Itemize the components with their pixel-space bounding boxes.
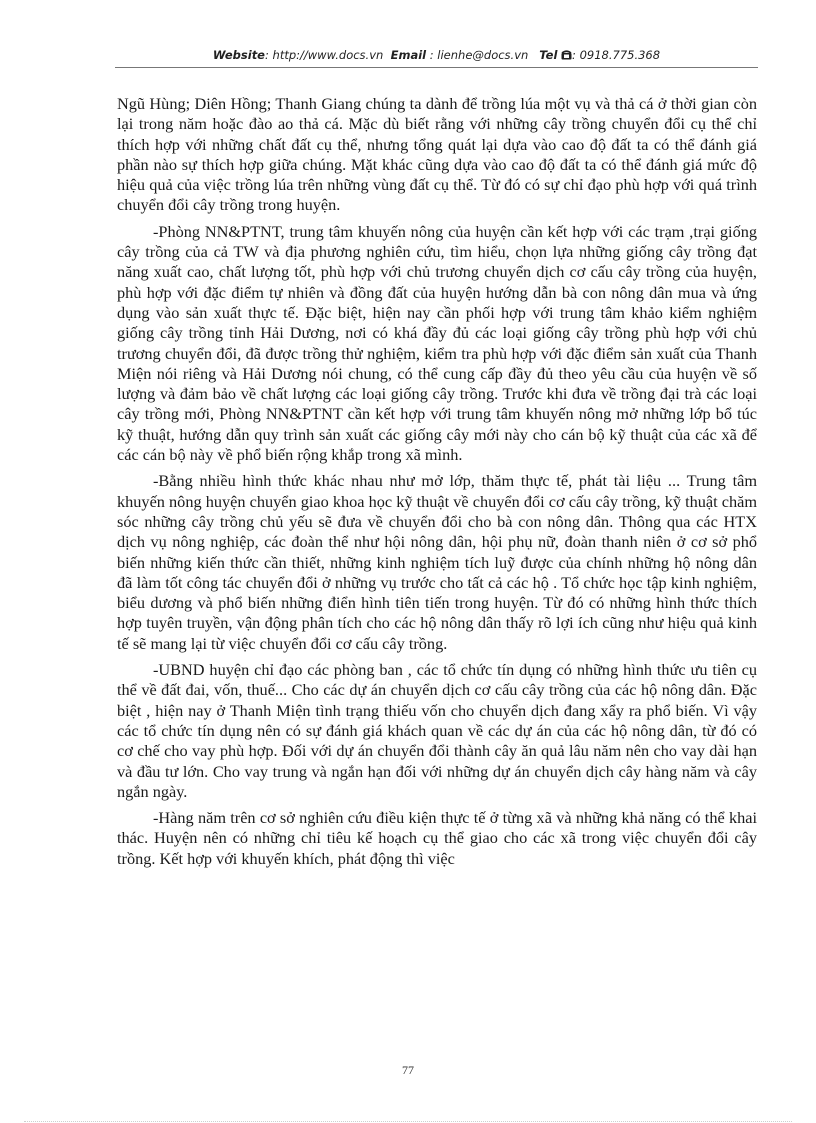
website-label: Website: [212, 48, 265, 62]
paragraph-extension-training: -Bằng nhiều hình thức khác nhau như mở lớp, thăm thực tế, phát tài liệu ... Trung tâm khuyến nông huyện chuyển giao khoa học kỹ thuật về chuyển đổi cơ cấu cây trồng, kỹ thuật chăm sóc những cây trồng chủ yếu sẽ đưa về chuyển đổi cho bà con nông dân. Thông qua các HTX dịch vụ nông nghiệp, các đoàn thể như hội nông dân, hội phụ nữ, đoàn thanh niên ở cơ sở phổ biến những kiến thức cần thiết, những kinh nghiệm tích luỹ được của chính những hộ nông dân đã làm tốt công tác chuyển đổi ở những vụ trước cho tất cả các hộ . Tổ chức học tập kinh nghiệm, biểu dương và phổ biến những điển hình tiên tiến trong huyện. Từ đó có những hình thức thích hợp tuyên truyền, vận động phân tích cho các hộ nông dân thấy rõ lợi ích cũng như hiệu quả kinh tế sẽ mang lại từ việc chuyển đổi cơ cấu cây trồng.: [117, 471, 757, 653]
paragraph-seed-cooperation: -Phòng NN&PTNT, trung tâm khuyến nông của huyện cần kết hợp với các trạm ,trại giống cây trồng của cả TW và địa phương nghiên cứu, tìm hiểu, chọn lựa những giống cây trồng đạt năng xuất cao, chất lượng tốt, phù hợp với chủ trương chuyển dịch cơ cấu cây trồng của huyện, phù hợp với đặc điểm tự nhiên và đồng đất của huyện hướng dẫn bà con nông dân mua và ứng dụng vào sản xuất thực tế. Đặc biệt, hiện nay cần phối hợp với trung tâm khảo kiểm nghiệm giống cây trồng tỉnh Hải Dương, nơi có khá đầy đủ các loại giống cây trồng phù hợp với chủ trương chuyển đổi, đã được trồng thử nghiệm, kiểm tra phù hợp với đặc điểm sản xuất của Thanh Miện nói riêng và Hải Dương nói chung, có thể cung cấp đầy đủ theo yêu cầu của huyện về số lượng và đảm bảo về chất lượng các loại giống cây trồng. Trước khi đưa về trồng đại trà các loại cây trồng mới, Phòng NN&PTNT cần kết hợp với trung tâm khuyến nông mở những lớp bổ túc kỹ thuật, hướng dẫn quy trình sản xuất các giống cây mới này cho cán bộ kỹ thuật của các xã để các cán bộ này về phổ biến rộng khắp trong xã mình.: [117, 221, 757, 465]
email-label: Email: [390, 48, 427, 62]
header-divider: [115, 67, 758, 68]
document-body: [117, 94, 757, 875]
website-value: : http://www.docs.vn: [265, 48, 384, 62]
page-header: [115, 48, 758, 62]
paragraph-annual-targets: -Hàng năm trên cơ sở nghiên cứu điều kiện thực tế ở từng xã và những khả năng có thể khai thác. Huyện nên có những chỉ tiêu kế hoạch cụ thể giao cho các xã trong việc chuyển đổi cây trồng. Kết hợp với khuyến khích, phát động thì việc: [117, 808, 757, 868]
email-value: : lienhe@docs.vn: [429, 48, 529, 62]
footer-divider: [24, 1121, 792, 1122]
paragraph-credit-support: -UBND huyện chỉ đạo các phòng ban , các tổ chức tín dụng có những hình thức ưu tiên cụ thể về đất đai, vốn, thuế... Cho các dự án chuyển dịch cơ cấu cây trồng của các hộ nông dân. Đặc biệt , hiện nay ở Thanh Miện tình trạng thiếu vốn cho chuyển dịch đang xẩy ra phổ biến. Vì vậy các tổ chức tín dụng nên có sự đánh giá khách quan về các dự án của các hộ nông dân, từ đó có cơ chế cho vay phù hợp. Đối với dự án chuyển đổi thành cây ăn quả lâu năm nên cho vay dài hạn và đầu tư lớn. Cho vay trung và ngắn hạn đối với những dự án chuyển dịch cây hàng năm và cây ngắn ngày.: [117, 660, 757, 801]
phone-icon: [561, 50, 572, 60]
page-number: 77: [402, 1063, 414, 1077]
tel-value: : 0918.775.368: [572, 48, 661, 62]
paragraph-continuation: Ngũ Hùng; Diên Hồng; Thanh Giang chúng ta dành để trồng lúa một vụ và thả cá ở thời gian còn lại trong năm hoặc đào ao thả cá. Mặc dù biết rằng với những cây trồng chuyển đổi cụ thể chỉ thích hợp với những chất đất cụ thể, nhưng tổng quát lại dựa vào cao độ đất ta có thể đánh giá phần nào sự thích hợp giữa chúng. Mặt khác cũng dựa vào cao độ đất ta có thể đánh giá mức độ hiệu quả của việc trồng lúa trên những vùng đất cụ thể. Từ đó có sự chỉ đạo phù hợp với quá trình chuyển đổi cây trồng trong huyện.: [117, 94, 757, 215]
tel-label: Tel: [539, 48, 558, 62]
